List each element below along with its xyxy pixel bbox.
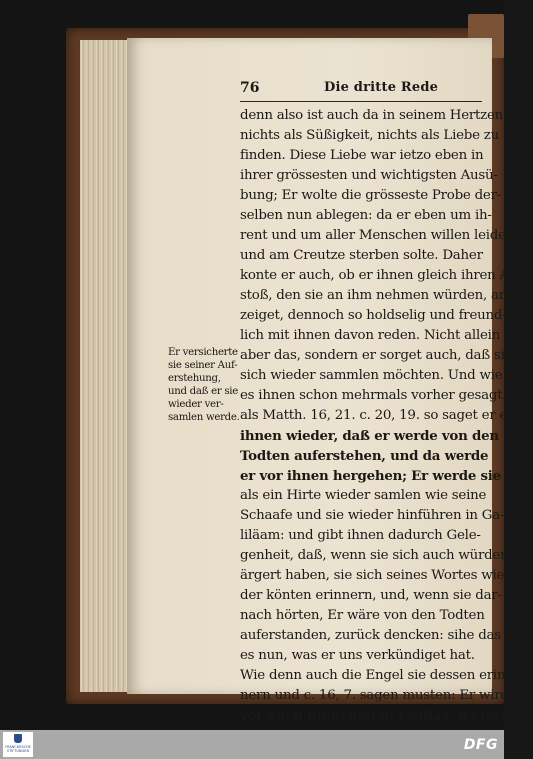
margin-note-line: sie seiner Auf- xyxy=(168,360,238,371)
running-title: Die dritte Rede xyxy=(324,80,439,95)
text-line: als Matth. 16, 21. c. 20, 19. so saget er es xyxy=(240,408,514,423)
margin-note-line: und daß er sie xyxy=(168,386,238,397)
text-line: denn also ist auch da in seinem Hertzen xyxy=(240,108,504,123)
text-line: nern und c. 16, 7. sagen musten: Er wird xyxy=(240,688,509,703)
text-line: es ihnen schon mehrmals vorher gesagt, xyxy=(240,388,507,403)
text-line: stoß, den sie an ihm nehmen würden, an- xyxy=(240,288,512,303)
logo-text: FRANCKESCHE STIFTUNGEN xyxy=(5,745,31,753)
text-line: lich mit ihnen davon reden. Nicht allein xyxy=(240,328,501,343)
text-line: genheit, daß, wenn sie sich auch würden ge- xyxy=(240,548,533,563)
text-line: sich wieder sammlen möchten. Und wie er xyxy=(240,368,521,383)
text-line: konte er auch, ob er ihnen gleich ihren An- xyxy=(240,268,522,283)
page-number: 76 xyxy=(240,80,260,96)
text-line: es nun, was er uns verkündiget hat. xyxy=(240,648,475,663)
margin-note-line: samlen werde. xyxy=(168,412,240,423)
text-line: ihrer grössesten und wichtigsten Ausü- xyxy=(240,168,498,183)
running-head xyxy=(240,80,482,100)
text-line: Wie denn auch die Engel sie dessen erin- xyxy=(240,668,510,683)
text-line: aber das, sondern er sorget auch, daß sie xyxy=(240,348,513,363)
text-line: Todten auferstehen, und da werde xyxy=(240,448,489,464)
dfg-logo[interactable]: DFG xyxy=(463,737,498,753)
logo-icon xyxy=(14,734,22,743)
text-line: vor euch hingehen in Galiläa, da wer- xyxy=(240,708,512,724)
text-line: rent und um aller Menschen willen leiden xyxy=(240,228,515,243)
text-line: als ein Hirte wieder samlen wie seine xyxy=(240,488,487,503)
text-line: der könten erinnern, und, wenn sie dar- xyxy=(240,588,502,603)
header-rule xyxy=(240,101,482,102)
margin-note-line: erstehung, xyxy=(168,373,221,384)
margin-note xyxy=(168,346,244,424)
margin-note-line: Er versicherte xyxy=(168,347,238,358)
text-line: ärgert haben, sie sich seines Wortes wie- xyxy=(240,568,509,583)
margin-note-line: wieder ver- xyxy=(168,399,224,410)
text-line: er vor ihnen hergehen; Er werde sie xyxy=(240,468,501,484)
text-line: liläam: und gibt ihnen dadurch Gele- xyxy=(240,528,481,543)
text-line: finden. Diese Liebe war ietzo eben in xyxy=(240,148,484,163)
text-line: ihnen wieder, daß er werde von den xyxy=(240,428,499,444)
page-edges xyxy=(80,40,129,692)
text-line: bung; Er wolte die grösseste Probe der- xyxy=(240,188,502,203)
franckesche-logo[interactable] xyxy=(3,732,33,757)
footer-bar xyxy=(0,730,504,759)
text-line: nach hörten, Er wäre von den Todten xyxy=(240,608,485,623)
text-line: nichts als Süßigkeit, nichts als Liebe zu xyxy=(240,128,499,143)
text-line: Schaafe und sie wieder hinführen in Ga- xyxy=(240,508,505,523)
text-line: selben nun ablegen: da er eben um ih- xyxy=(240,208,492,223)
text-line: und am Creutze sterben solte. Daher xyxy=(240,248,483,263)
text-line: auferstanden, zurück dencken: sihe das ist xyxy=(240,628,521,643)
text-line: zeiget, dennoch so holdselig und freund- xyxy=(240,308,507,323)
